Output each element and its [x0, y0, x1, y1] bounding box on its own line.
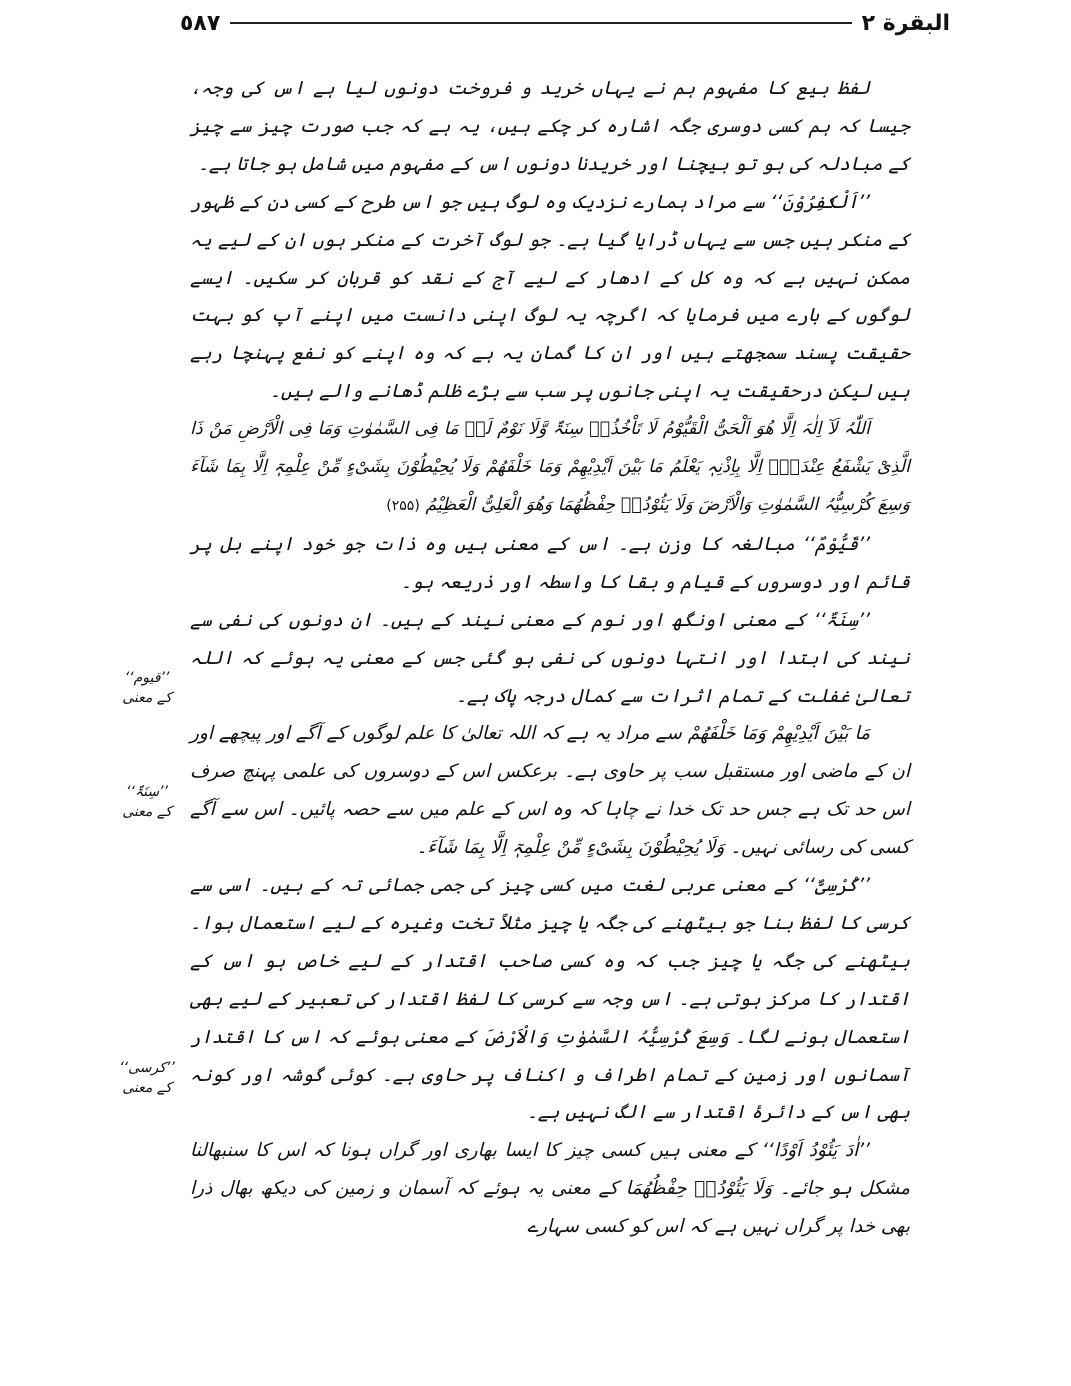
margin-note-caption: کے معنی: [122, 804, 172, 820]
paragraph-ilm: مَا بَیْنَ اَیْدِیْھِمْ وَمَا خَلْفَھُمْ سے مراد یہ ہے کہ اللہ تعالیٰ کا علم لوگوں کے آگے اور پیچھے اور ان کے ماضی اور مستقبل سب پر حاوی ہے۔ برعکس اس کے دوسروں کی علمی پہنچ صرف اس حد تک ہے جس حد تک خدا نے چاہا کہ وہ اس کے علم میں سے حصہ پائیں۔ اس سے آگے کسی کی رسائی نہیں۔ وَلَا یُحِیْطُوْنَ بِشَیْءٍ مِّنْ عِلْمِہٖٓ اِلَّا بِمَا شَآءَ۔: [190, 723, 910, 859]
paragraph-kafirun: ’’اَلْکٰفِرُوْنَ‘‘ سے مراد ہمارے نزدیک وہ لوگ ہیں جو اس طرح کے کسی دن کے ظہور کے منکر ہیں جس سے یہاں ڈرایا گیا ہے۔ جو لوگ آخرت کے منکر ہوں ان کے لیے یہ ممکن نہیں ہے کہ وہ کل کے ادھار کے لیے آج کے نقد کو قربان کر سکیں۔ ایسے لوگوں کے بارے میں فرمایا کہ اگرچہ یہ لوگ اپنی دانست میں اپنے آپ کو بہت حقیقت پسند سمجھتے ہیں اور ان کا گمان یہ ہے کہ وہ اپنے کو نفع پہنچا رہے ہیں لیکن درحقیقت یہ اپنی جانوں پر سب سے بڑے ظلم ڈھانے والے ہیں۔: [190, 191, 910, 403]
paragraph-bay: لفظ بیع کا مفہوم ہم نے یہاں خرید و فروخت دونوں لیا ہے اس کی وجہ، جیسا کہ ہم کسی دوسری جگہ اشارہ کر چکے ہیں، یہ ہے کہ جب صورت چیز سے چیز کے مبادلہ کی ہو تو بیچنا اور خریدنا دونوں اس کے مفہوم میں شامل ہو جاتا ہے۔: [190, 78, 910, 175]
margin-note-word: ’’سِنَۃٌ‘‘: [126, 784, 168, 800]
commentary-body: [190, 70, 910, 1246]
running-header: [180, 8, 950, 38]
surah-title: البقرة ٢: [861, 10, 950, 36]
paragraph-qayyum: ’’قَیُّوْمٌ‘‘ مبالغہ کا وزن ہے۔ اس کے معنی ہیں وہ ذات جو خود اپنے بل پر قائم اور دوسروں کے قیام و بقا کا واسطہ اور ذریعہ ہو۔: [190, 533, 910, 593]
margin-note-caption: کے معنی: [122, 1080, 172, 1096]
paragraph-awd: ’’اٰدَ یَئُوْدُ اَوْدًا‘‘ کے معنی ہیں کسی چیز کا ایسا بھاری اور گراں ہونا کہ اس کا سنبھالنا مشکل ہو جائے۔ وَلَا یَئُوْدُہٗ حِفْظُھُمَا کے معنی یہ ہوئے کہ آسمان و زمین کی دیکھ بھال ذرا بھی خدا پر گراں نہیں ہے کہ اس کو کسی سہارے: [190, 1140, 910, 1238]
margin-note-qayyum: [108, 668, 186, 708]
header-rule: [230, 22, 851, 24]
ayah-reference: (۲۵۵): [386, 497, 420, 514]
margin-note-kursi: [108, 1058, 186, 1098]
margin-note-caption: کے معنی: [122, 690, 172, 706]
page-number: ٥٨٧: [180, 10, 221, 36]
margin-note-word: ’’کرسی‘‘: [119, 1060, 175, 1076]
margin-note-word: ’’قیوم‘‘: [124, 670, 170, 686]
paragraph-kursi: ’’کُرْسِیٌّ‘‘ کے معنی عربی لغت میں کسی چیز کی جمی جمائی تہ کے ہیں۔ اسی سے کرسی کا لفظ بنا جو بیٹھنے کی جگہ یا چیز مثلاً تخت وغیرہ کے لیے استعمال ہوا۔ بیٹھنے کی جگہ یا چیز جب کہ وہ کسی صاحب اقتدار کے لیے خاص ہو اس کے اقتدار کا مرکز ہوتی ہے۔ اس وجہ سے کرسی کا لفظ اقتدار کی تعبیر کے لیے بھی استعمال ہونے لگا۔ وَسِعَ کُرْسِیُّہُ السَّمٰوٰتِ وَالْاَرْضَ کے معنی ہوئے کہ اس کا اقتدار آسمانوں اور زمین کے تمام اطراف و اکناف پر حاوی ہے۔ کوئی گوشہ اور کونہ بھی اس کے دائرۂ اقتدار سے الگ نہیں ہے۔: [190, 875, 910, 1124]
ayat-al-kursi: [190, 411, 910, 526]
ayah-text: اَللّٰہُ لَآ اِلٰہَ اِلَّا ھُوَ اَلْحَیُّ الْقَیُّوْمُ لَا تَاْخُذُہٗ سِنَۃٌ وَّلَا نَوْمٌ لَہٗ مَا فِی السَّمٰوٰتِ وَمَا فِی الْاَرْضِ مَنْ ذَا الَّذِیْ یَشْفَعُ عِنْدَہٗٓ اِلَّا بِاِذْنِہٖ یَعْلَمُ مَا بَیْنَ اَیْدِیْھِمْ وَمَا خَلْفَھُمْ وَلَا یُحِیْطُوْنَ بِشَیْءٍ مِّنْ عِلْمِہٖٓ اِلَّا بِمَا شَآءَ وَسِعَ کُرْسِیُّہُ السَّمٰوٰتِ وَالْاَرْضَ وَلَا یَئُوْدُہٗ حِفْظُھُمَا وَھُوَ الْعَلِیُّ الْعَظِیْمُ: [190, 419, 910, 515]
paragraph-sinah: ’’سِنَۃٌ‘‘ کے معنی اونگھ اور نوم کے معنی نیند کے ہیں۔ ان دونوں کی نفی سے نیند کی ابتدا اور انتہا دونوں کی نفی ہو گئی جس کے معنی یہ ہوئے کہ اللہ تعالیٰ غفلت کے تمام اثرات سے کمال درجہ پاک ہے۔: [190, 609, 910, 707]
margin-note-sinah: [108, 782, 186, 822]
